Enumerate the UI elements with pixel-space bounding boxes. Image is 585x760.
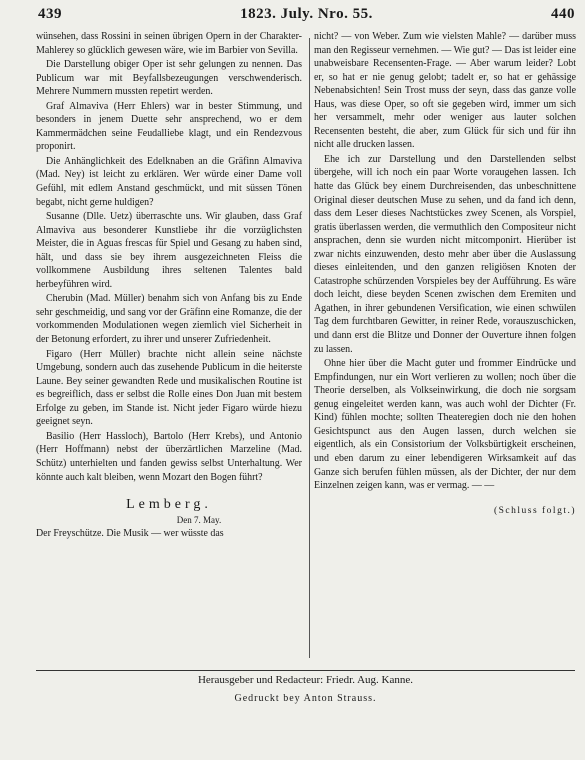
- paragraph: Basilio (Herr Hassloch), Bartolo (Herr Krebs), und Antonio (Herr Hoffmann) nebst der überzärtlichen Marzeline (Mad. Schütz) unterhielten und fanden gewiss selbst Unterhaltung. Wer könnte auch kalt bleiben, wenn Mozart den Bogen führt?: [36, 430, 302, 483]
- paragraph: Graf Almaviva (Herr Ehlers) war in bester Stimmung, und besonders in jenem Duette sehr ansprechend, wo er dem Kammermädchen seine Feudalliebe klagt, und ein Rendezvous proponirt.: [36, 100, 302, 153]
- page-number-left: 439: [38, 6, 62, 22]
- paragraph: Ehe ich zur Darstellung und den Darstellenden selbst übergehe, will ich noch ein paar Worte voraugehen lassen. Ich hatte das Glück bey einem Durchreisenden, das unbeschnittene Original dieser deutschen Muse zu sehen, und da fand ich denn, dass dem Leser dieses Nachtstückes zwey Scenen, als Vorspiel, gratis überlassen werden, die vermuthlich den Compositeur nicht ansprachen, denn sie wurden nicht mitcomponirt. Hierüber ist zwar nichts einzuwenden, desto mehr aber über die Auslassung dieses einleitenden, und den ganzen religiösen Knoten der Catastrophe schürzenden Vorspieles bey der Aufführung. Es wäre doch leicht, diese beyden Scenen zwischen dem Eremiten und Agathen, in ihrer gebundenen Versification, wie einen schwülen Tag dem furchtbaren Gewitter, in reiner Rede, vorauszuschicken, und dann erst die Blitze und Donner der Ouverture ihnen folgen zu lassen.: [314, 153, 576, 355]
- dateline-date: Den 7. May.: [176, 514, 222, 525]
- paragraph: Der Freyschütze. Die Musik — wer wüsste das: [36, 528, 224, 540]
- paragraph: Figaro (Herr Müller) brachte nicht allein seine nächste Umgebung, sondern auch das zusehende Publicum in die heiterste Laune. Bey seiner gewandten Rede und musikalischen Routine ist es begreiflich, dass er selbst die Rolle eines Don Juan mit bestem Erfolge zu geben, im Stande ist. Nicht jeder Figaro würde hiezu geeignet seyn.: [36, 348, 302, 428]
- page-header: [38, 6, 575, 28]
- paragraph: Die Darstellung obiger Oper ist sehr gelungen zu nennen. Das Publicum war mit Beyfallsbezeugungen verschwenderisch. Mehrere Nummern mussten repetirt werden.: [36, 59, 302, 98]
- page-number-right: 440: [551, 6, 575, 22]
- column-divider: [309, 38, 310, 658]
- paragraph: Cherubin (Mad. Müller) benahm sich von Anfang bis zu Ende sehr geschmeidig, und sang vor der Gräfinn eine Romanze, die der vorkommenden Modulationen wegen ziemlich viel Sicherheit in der Betonung erfordert, zu ihrer und unserer Zufriedenheit.: [36, 293, 302, 346]
- printer-line: Gedruckt bey Anton Strauss.: [234, 693, 377, 704]
- right-column: [314, 30, 576, 518]
- editor-line: Herausgeber und Redacteur: Friedr. Aug. Kanne.: [197, 674, 414, 686]
- paragraph: nicht? — von Weber. Zum wie vielsten Mahle? — darüber muss man den Regisseur vernehmen. — Wie gut? — Das ist leider eine unabweisbare Recensenten-Frage. — Aber warum leider? Lobt er, so hat er nie genug gelobt; tadelt er, so hat er gehässige Nebenabsichten! Sein Trost muss der seyn, dass das ganze volle Haus, was diese Oper, so oft sie gegeben wird, immer um sich her versammelt, mehr oder weniger aus lauter solchen Recensenten besteht, die aber, zum Glück für sich und für ihn nicht alle drucken lassen.: [314, 31, 576, 151]
- footer-rule: [36, 670, 575, 671]
- paragraph: Susanne (Dlle. Uetz) überraschte uns. Wir glauben, dass Graf Almaviva aus besonderer Kunstliebe ihr die vorzüglichsten Meister, die in Aguas frescas für Spiel und Gesang zu haben sind, hält, und dass sie bey ihrem ausgezeichneten Fleiss die vollkommene Ausbildung ihres seltenen Talentes bald herbeyführen wird.: [36, 211, 302, 290]
- left-column: [36, 30, 302, 541]
- continued-note: (Schluss folgt.): [493, 505, 576, 516]
- paragraph: Die Anhänglichkeit des Edelknaben an die Gräfinn Almaviva (Mad. Ney) ist leicht zu erklären. Wer würde einer Dame voll Gefühl, mit edlem Anstand geschmückt, und mit süssen Tönen begabt, nicht gerne huldigen?: [36, 155, 302, 208]
- paragraph: Ohne hier über die Macht guter und frommer Eindrücke und Empfindungen, nur ein Wort verlieren zu wollen; noch über die Theorie derselben, als Volkseinwirkung, die doch nie sorgsam genug eingeleitet werden kann, was auch wohl der Dichter (Fr. Kind) fühlen mochte; sollten Theateregien doch nie den hohen Gesichtspunct aus den Augen lassen, durch welchen sie eigentlich, als ein Consistorium der Volksbürtigkeit erscheinen, und eben darum zu einer lebendigeren Wirksamkeit auf das Ganze sich berufen fühlen müssen, als der Dichter, der nur dem Einzelnen zeigen kann, was er vermag. — —: [314, 358, 576, 492]
- paragraph: wünsehen, dass Rossini in seinen übrigen Opern in der Charakter- Mahlerey so glücklich gewesen wäre, wie im Barbier von Sevilla.: [36, 31, 302, 56]
- dateline-city: Lemberg.: [126, 497, 212, 513]
- issue-heading: 1823. July. Nro. 55.: [240, 6, 373, 22]
